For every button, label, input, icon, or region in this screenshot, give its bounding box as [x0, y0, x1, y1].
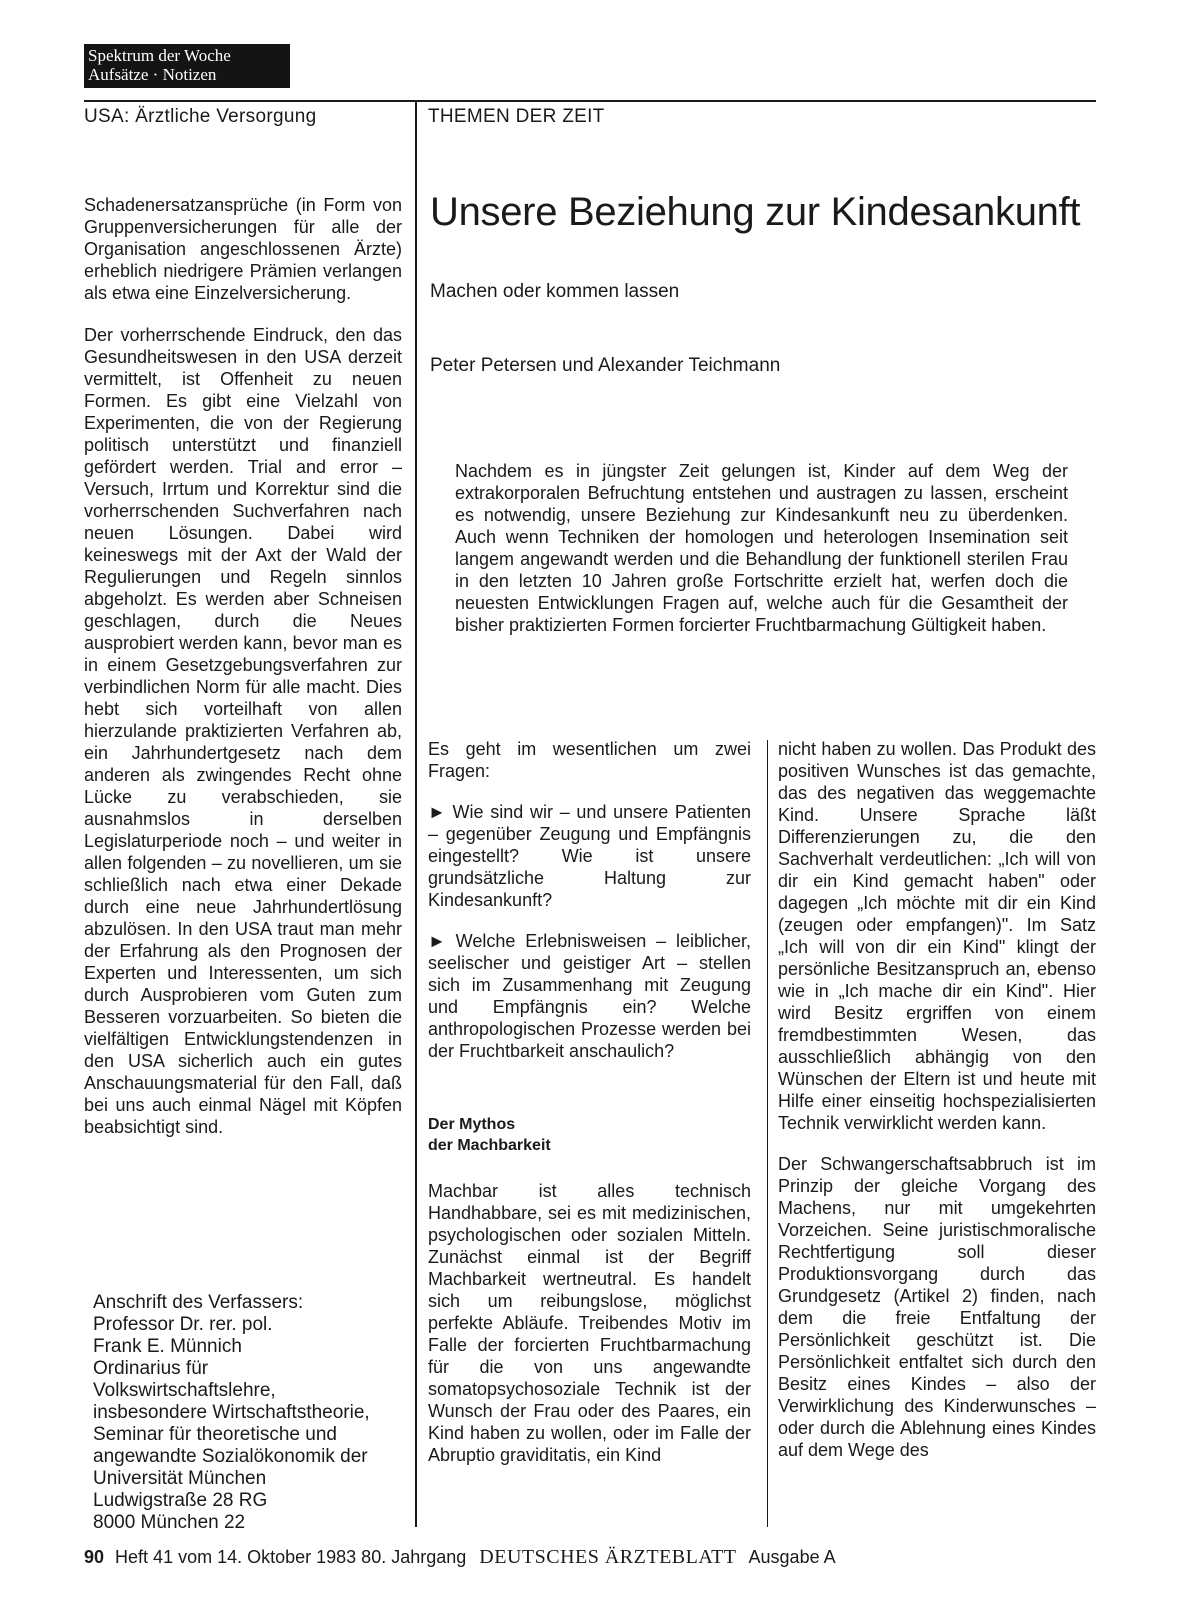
section-heading-line-2: der Machbarkeit — [428, 1137, 551, 1154]
top-rule — [84, 100, 1096, 102]
article-abstract: Nachdem es in jüngster Zeit gelungen ist, Kinder auf dem Weg der extrakorporalen Befruchtung entstehen und austragen zu lassen, erscheint es notwendig, unsere Beziehung zur Kindesankunft neu zu überdenken. Auch wenn Techniken der homologen und heterologen Insemination seit langem angewandt werden und die Behandlung der funktionell sterilen Frau in den letzten 10 Jahren große Fortschritte erzielt hat, werfen doch die neuesten Entwicklungen Fragen auf, welche auch für die Gesamtheit der bisher praktizierten Formen forcierter Fruchtbarmachung Gültigkeit haben. — [455, 461, 1068, 635]
column-divider — [415, 100, 417, 1527]
address-line: Volkswirtschaftslehre, — [93, 1380, 276, 1401]
question-bullet-1: ► Wie sind wir – und unsere Patienten – gegenüber Zeugung und Empfängnis eingestellt? Wie ist unsere grundsätzliche Haltung zur Kindesankunft? — [428, 802, 751, 910]
article-authors: Peter Petersen und Alexander Teichmann — [430, 355, 781, 376]
address-line: Seminar für theoretische und — [93, 1424, 337, 1445]
body-paragraph: Machbar ist alles technisch Handhabbare, sei es mit medizinischen, psychologischen oder sozialen Mitteln. Zunächst einmal ist der Begriff Machbarkeit wertneutral. Es handelt sich um reibungslose, möglichst perfekte Abläufe. Treibendes Motiv im Falle der forcierten Fruchtbarmachung für die von uns angewandte somatopsychosoziale Technik ist der Wunsch der Frau oder des Paares, ein Kind haben zu wollen, oder im Falle der Abruptio graviditatis, ein Kind — [428, 1181, 751, 1465]
address-line: Anschrift des Verfassers: — [93, 1292, 304, 1313]
edition-label: Ausgabe A — [748, 1547, 836, 1567]
section-heading — [428, 1114, 751, 1156]
address-line: Universität München — [93, 1468, 267, 1489]
right-kicker: THEMEN DER ZEIT — [428, 106, 605, 127]
address-line: angewandte Sozialökonomik der — [93, 1446, 368, 1467]
author-address — [93, 1292, 370, 1534]
article-right-column — [778, 738, 1096, 1480]
issue-info: Heft 41 vom 14. Oktober 1983 80. Jahrgang — [115, 1547, 467, 1567]
left-paragraph-2: Der vorherrschende Eindruck, den das Gesundheitswesen in den USA derzeit vermittelt, ist Offenheit zu neuen Formen. Es gibt eine Vielzahl von Experimenten, die von der Regierung politisch unterstützt und finanziell gefördert werden. Trial and error – Versuch, Irrtum und Korrektur sind die vorherrschenden Suchverfahren nach neuen Lösungen. Dabei wird keineswegs mit der Axt der Wald der Regulierungen und Regeln sinnlos abgeholzt. Es werden aber Schneisen geschlagen, durch die Neues ausprobiert werden kann, bevor man es in einem Gesetzgebungsverfahren zur verbindlichen Norm für alle macht. Dies hebt sich vorteilhaft von allen hierzulande praktizierten Verfahren ab, ein Jahrhundertgesetz nach dem anderen als zwingendes Recht ohne Lücke zu verabschieden, sie ausnahmslos in derselben Legislaturperiode noch – und weiter in allen folgenden – zu novellieren, um sie schließlich nach etwa einer Dekade durch eine neue Jahrhundertlösung abzulösen. In den USA traut man mehr der Erfahrung als den Prognosen der Experten und Interessenten, um sich durch Ausprobieren vom Guten zum Besseren vorzuarbeiten. So bieten die vielfältigen Entwicklungstendenzen in den USA sicherlich auch ein gutes Anschauungsmaterial für den Fall, daß bei uns auch einmal Nägel mit Köpfen beabsichtigt sind. — [84, 325, 402, 1137]
section-badge — [84, 44, 290, 88]
address-line: 8000 München 22 — [93, 1512, 246, 1533]
article-subtitle: Machen oder kommen lassen — [430, 281, 680, 302]
left-paragraph-1: Schadenersatzansprüche (in Form von Gruppenversicherungen für alle der Organisation angeschlossenen Ärzte) erheblich niedrigere Prämien verlangen als etwa eine Einzelversicherung. — [84, 195, 402, 303]
article-title: Unsere Beziehung zur Kindesankunft — [430, 190, 1081, 234]
badge-line-2: Aufsätze · Notizen — [88, 65, 217, 84]
right-paragraph-2: Der Schwangerschaftsabbruch ist im Prinzip der gleiche Vorgang des Machens, nur mit umgekehrten Vorzeichen. Seine juristischmoralische Rechtfertigung soll dieser Produktionsvorgang durch das Grundgesetz (Artikel 2) finden, nach dem die freie Entfaltung der Persönlichkeit geschützt ist. Die Persönlichkeit entfaltet sich durch den Besitz eines Kindes – also der Verwirklichung des Kinderwunsches – oder durch die Ablehnung eines Kindes auf dem Wege des — [778, 1154, 1096, 1460]
badge-line-1: Spektrum der Woche — [88, 46, 231, 65]
article-column-divider — [767, 740, 768, 1527]
address-line: insbesondere Wirtschaftstheorie, — [93, 1402, 370, 1423]
left-kicker: USA: Ärztliche Versorgung — [84, 106, 317, 127]
page-footer — [84, 1546, 836, 1569]
journal-name: DEUTSCHES ÄRZTEBLATT — [479, 1546, 737, 1568]
right-paragraph-1: nicht haben zu wollen. Das Produkt des positiven Wunsches ist das gemachte, das des negativen das weggemachte Kind. Unsere Sprache läßt Differenzierungen zu, die den Sachverhalt verdeutlichen: „Ich will von dir ein Kind gemacht haben" oder dagegen „Ich möchte mit dir ein Kind (zeugen oder empfangen)". Im Satz „Ich will von dir ein Kind" klingt der persönliche Besitzanspruch an, ebenso wie in „Ich mache dir ein Kind". Hier wird Besitz ergriffen von einem fremdbestimmten Wesen, das ausschließlich abhängig von den Wünschen der Eltern ist und heute mit Hilfe einer einseitig hochspezialisierten Technik verwirklicht werden kann. — [778, 739, 1096, 1133]
article-middle-column — [428, 738, 751, 1485]
address-line: Ordinarius für — [93, 1358, 209, 1379]
section-heading-line-1: Der Mythos — [428, 1116, 516, 1133]
address-line: Professor Dr. rer. pol. — [93, 1314, 273, 1335]
address-line: Frank E. Münnich — [93, 1336, 242, 1357]
left-column — [84, 194, 402, 1158]
intro-paragraph: Es geht im wesentlichen um zwei Fragen: — [428, 739, 751, 781]
question-bullet-2: ► Welche Erlebnisweisen – leiblicher, seelischer und geistiger Art – stellen sich im Zusammenhang mit Zeugung und Empfängnis ein? Welche anthropologischen Prozesse werden bei der Fruchtbarkeit anschaulich? — [428, 931, 751, 1061]
address-line: Ludwigstraße 28 RG — [93, 1490, 268, 1511]
page-number: 90 — [84, 1547, 105, 1567]
